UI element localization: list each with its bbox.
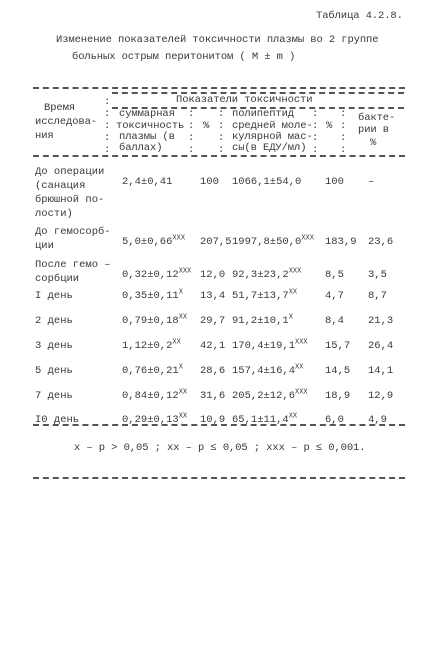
tox-value: 0,35±0,11 — [122, 290, 179, 302]
footnote: x – p > 0,05 ; xx – p ≤ 0,05 ; xxx – p ≤ 0,001. — [74, 442, 366, 454]
bact-value: 4,9 — [368, 414, 387, 426]
time-cell: До гемосорб- — [35, 226, 111, 238]
bact-cell — [368, 269, 387, 281]
p2-value: 8,4 — [325, 315, 344, 327]
pep-value: 65,1±11,4 — [232, 414, 289, 426]
col2-header: % — [203, 120, 210, 132]
group-title: Показатели токсичности — [176, 94, 313, 106]
significance-mark: X — [178, 288, 183, 297]
pep-value: 170,4±19,1 — [232, 340, 296, 352]
rule-bottom-1 — [33, 424, 405, 426]
col1-line-2: токсичность — [116, 120, 185, 132]
pep-value: 91,2±10,1 — [232, 315, 289, 327]
tox-cell — [122, 340, 181, 352]
pep-cell — [232, 365, 303, 377]
time-cell: После гемо – — [35, 259, 111, 271]
pep-cell — [232, 236, 314, 248]
p2-cell — [325, 315, 344, 327]
col4-header: % — [326, 120, 333, 132]
time-cell: I0 день — [35, 414, 80, 426]
time-cell: 7 день — [35, 390, 73, 402]
separator: : : : : — [188, 108, 195, 156]
p1-value: 12,0 — [200, 269, 226, 281]
significance-mark: XXX — [172, 234, 186, 243]
time-cell: (санация — [35, 180, 86, 192]
p2-cell — [325, 269, 344, 281]
pep-cell — [232, 315, 293, 327]
tox-value: 0,32±0,12 — [122, 269, 179, 281]
separator: : : : : — [312, 108, 319, 156]
p1-value: 100 — [200, 176, 219, 188]
significance-mark: XXX — [295, 338, 308, 347]
p2-value: 100 — [325, 176, 344, 188]
p1-cell — [200, 390, 225, 402]
time-cell: лости) — [35, 208, 73, 220]
p1-value: 207,5 — [200, 236, 232, 248]
pep-value: 51,7±13,7 — [232, 290, 289, 302]
pep-cell — [232, 390, 308, 402]
separator: : : : : — [340, 108, 347, 156]
significance-mark: XX — [288, 288, 298, 297]
significance-mark: X — [288, 313, 293, 322]
col0-line-3: ния — [35, 130, 54, 142]
p1-value: 13,4 — [200, 290, 226, 302]
p2-value: 183,9 — [325, 236, 357, 248]
tox-cell — [122, 365, 183, 377]
pep-value: 1997,8±50,0 — [232, 236, 302, 248]
significance-mark: XXX — [288, 267, 302, 276]
col5-line-1: бакте- — [358, 112, 396, 124]
significance-mark: XX — [178, 388, 188, 397]
significance-mark: XX — [295, 363, 304, 372]
pep-value: 157,4±16,4 — [232, 365, 296, 377]
p1-cell — [200, 269, 225, 281]
significance-mark: XXX — [301, 234, 314, 243]
col1-line-4: баллах) — [119, 142, 163, 154]
time-cell: 5 день — [35, 365, 73, 377]
tox-value: 5,0±0,66 — [122, 236, 173, 248]
pep-cell — [232, 176, 301, 188]
col1-line-3: плазмы (в — [119, 131, 175, 143]
tox-value: 0,79±0,18 — [122, 315, 179, 327]
time-cell: сорбции — [35, 273, 80, 285]
tox-cell — [122, 176, 172, 188]
col3-line-1: полипептид — [232, 108, 295, 120]
separator: : : : : — [218, 108, 225, 156]
p2-cell — [325, 340, 350, 352]
bact-value: 14,1 — [368, 365, 394, 377]
bact-cell — [368, 365, 393, 377]
p1-value: 42,1 — [200, 340, 226, 352]
col3-line-2: средней моле- — [232, 120, 313, 132]
pep-value: 1066,1±54,0 — [232, 176, 302, 188]
p2-value: 6,0 — [325, 414, 344, 426]
significance-mark: XX — [172, 338, 181, 347]
p2-value: 18,9 — [325, 390, 351, 402]
time-cell: брюшной по- — [35, 194, 105, 206]
tox-cell — [122, 390, 187, 402]
bact-cell — [368, 176, 374, 188]
time-cell: ции — [35, 240, 54, 252]
pep-value: 205,2±12,6 — [232, 390, 296, 402]
col0-line-1: Время — [44, 102, 76, 114]
p1-cell — [200, 176, 219, 188]
rule-bottom-2 — [33, 477, 405, 479]
p2-value: 15,7 — [325, 340, 351, 352]
pep-cell — [232, 290, 297, 302]
col5-line-2: рии в — [358, 124, 390, 136]
tox-value: 0,84±0,12 — [122, 390, 179, 402]
p1-cell — [200, 315, 225, 327]
bact-cell — [368, 340, 393, 352]
tox-cell — [122, 236, 185, 248]
bact-value: – — [368, 176, 375, 188]
p2-cell — [325, 390, 350, 402]
title-line-1: Изменение показателей токсичности плазмы во 2 группе — [56, 34, 379, 46]
bact-value: 8,7 — [368, 290, 387, 302]
significance-mark: XXX — [178, 267, 192, 276]
p1-cell — [200, 236, 232, 248]
significance-mark: XX — [178, 313, 188, 322]
separator: : : : : : — [104, 96, 111, 156]
significance-mark: X — [178, 363, 183, 372]
tox-value: 1,12±0,2 — [122, 340, 173, 352]
p2-cell — [325, 176, 344, 188]
bact-cell — [368, 315, 393, 327]
rule-header-bottom — [33, 155, 405, 157]
bact-value: 12,9 — [368, 390, 394, 402]
col3-line-3: кулярной мас- — [232, 131, 313, 143]
tox-cell — [122, 269, 191, 281]
bact-value: 3,5 — [368, 269, 387, 281]
tox-cell — [122, 315, 187, 327]
time-cell: До операции — [35, 166, 105, 178]
pep-cell — [232, 269, 301, 281]
col5-line-3: % — [370, 137, 377, 149]
p2-cell — [325, 236, 357, 248]
table-label: Таблица 4.2.8. — [316, 10, 403, 22]
bact-cell — [368, 390, 393, 402]
bact-value: 23,6 — [368, 236, 394, 248]
p1-value: 29,7 — [200, 315, 226, 327]
col0-line-2: исследова- — [35, 116, 98, 128]
tox-value: 0,29±0,13 — [122, 414, 179, 426]
p1-cell — [200, 290, 225, 302]
significance-mark: XX — [178, 412, 188, 421]
col1-line-1: суммарная — [119, 108, 175, 120]
p2-value: 14,5 — [325, 365, 351, 377]
tox-value: 2,4±0,41 — [122, 176, 173, 188]
time-cell: I день — [35, 290, 73, 302]
rule-top-1 — [33, 87, 405, 89]
title-line-2: больных острым перитонитом ( M ± m ) — [72, 51, 296, 63]
bact-value: 26,4 — [368, 340, 394, 352]
p2-value: 8,5 — [325, 269, 344, 281]
p1-cell — [200, 340, 225, 352]
p1-value: 28,6 — [200, 365, 226, 377]
tox-value: 0,76±0,21 — [122, 365, 179, 377]
pep-value: 92,3±23,2 — [232, 269, 289, 281]
col3-line-4: сы(в ЕДУ/мл) — [232, 142, 307, 154]
significance-mark: XX — [288, 412, 298, 421]
bact-cell — [368, 236, 393, 248]
bact-value: 21,3 — [368, 315, 394, 327]
time-cell: 2 день — [35, 315, 73, 327]
pep-cell — [232, 340, 308, 352]
significance-mark: XXX — [295, 388, 308, 397]
p2-cell — [325, 365, 350, 377]
time-cell: 3 день — [35, 340, 73, 352]
p2-value: 4,7 — [325, 290, 344, 302]
p1-value: 31,6 — [200, 390, 226, 402]
p1-value: 10,9 — [200, 414, 226, 426]
p1-cell — [200, 365, 225, 377]
p2-cell — [325, 290, 344, 302]
bact-cell — [368, 290, 387, 302]
tox-cell — [122, 290, 183, 302]
